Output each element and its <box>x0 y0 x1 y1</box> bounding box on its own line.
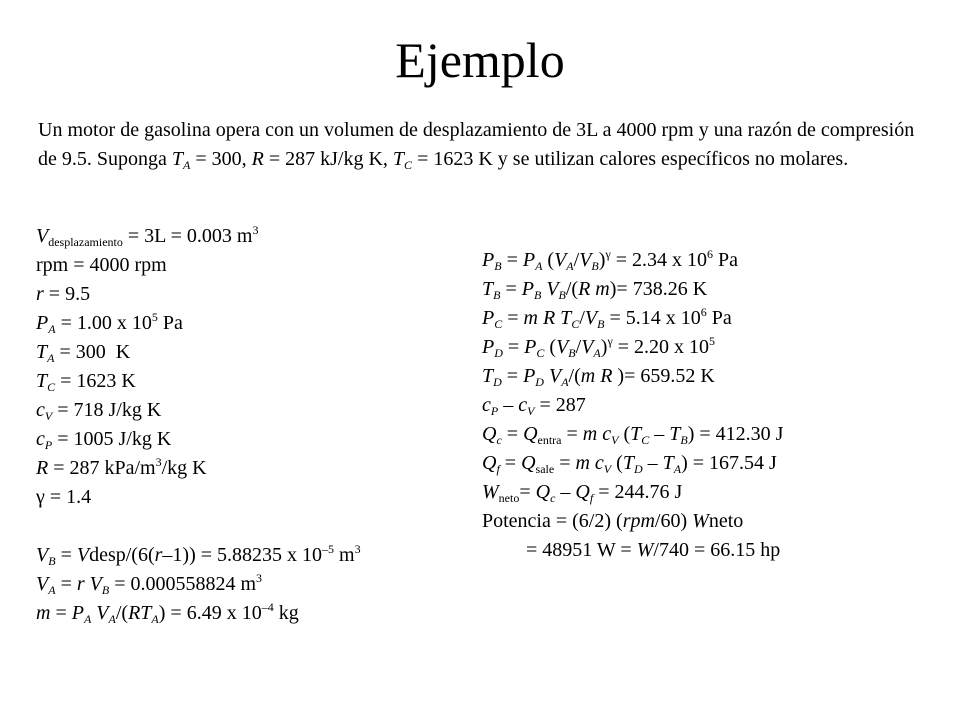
right-line: $Q_c = Q_{entra} = m$ $c_V$ $(T_C - T_B) = 412.30$ J <box>482 423 784 447</box>
right-line: Potencia = (6/2) (rpm/60) Wneto <box>482 510 744 532</box>
calculations-column <box>482 246 783 565</box>
left-spacer <box>36 512 361 541</box>
left-line: R = 287 kPa/$m^3/kg$ K <box>36 455 207 479</box>
left-line: $P_A = 1.00$ x $10^5$ Pa <box>36 310 183 336</box>
left-line: $T_C = 1623$ K <box>36 370 136 394</box>
right-line: $T_B = P_B$ $V_B/(R$ m)= 738.26 K <box>482 278 708 302</box>
right-line: $c_P - c_V = 287$ <box>482 394 586 418</box>
right-line: $Q_f = Q_{sale} = m$ $c_V$ $(T_D - T_A) = 167.54$ J <box>482 452 777 476</box>
left-line: rpm = 4000 rpm <box>36 254 167 276</box>
right-line: $P_B = P_A$ $(V_A/V_B)^\gamma = 2.34$ x $10^6$ Pa <box>482 247 739 273</box>
left-line: r = 9.5 <box>36 283 91 305</box>
right-line: $P_C = m$ R $T_C/V_B = 5.14$ x $10^6$ Pa <box>482 305 732 331</box>
left-line: $V_A = r$ $V_B = 0.000558824$ $m^3$ <box>36 571 263 597</box>
left-line: γ = 1.4 <box>36 486 92 508</box>
left-line: $V_{desplazamiento} = 3L = 0.003$ $m^3$ <box>36 223 259 249</box>
left-line: $c_P = 1005$ J/kg K <box>36 428 172 452</box>
left-line: $c_V = 718$ J/kg K <box>36 399 162 423</box>
right-line: = 48951 W = W/740 = 66.15 hp <box>526 539 781 561</box>
problem-statement: Un motor de gasolina opera con un volumen de desplazamiento de 3L a 4000 rpm y una razón de compresión de 9.5. Suponga $T_A = 300$, R = 287 kJ/kg K, $T_C = 1623$ K y se utilizan calores específicos no molares. <box>38 119 915 172</box>
left-line: $T_A = 300$ K <box>36 341 131 365</box>
left-line: $m = P_A$ $V_A/(RT_A) = 6.49$ x $10^{-4}$ kg <box>36 600 299 626</box>
right-line: $T_D = P_D$ $V_A/(m$ R )= 659.52 K <box>482 365 715 389</box>
slide-title: Ejemplo <box>395 32 565 88</box>
right-line: $P_D = P_C$ $(V_B/V_A)^\gamma = 2.20$ x $10^5$ <box>482 334 716 360</box>
left-line: $V_B$ = Vdesp/(6(r–1)) = 5.88235 x $10^{-5}$ $m^3$ <box>36 542 361 568</box>
right-line: $W_{neto}= Q_c - Q_f = 244.76$ J <box>482 481 683 505</box>
given-values-column <box>36 222 361 628</box>
